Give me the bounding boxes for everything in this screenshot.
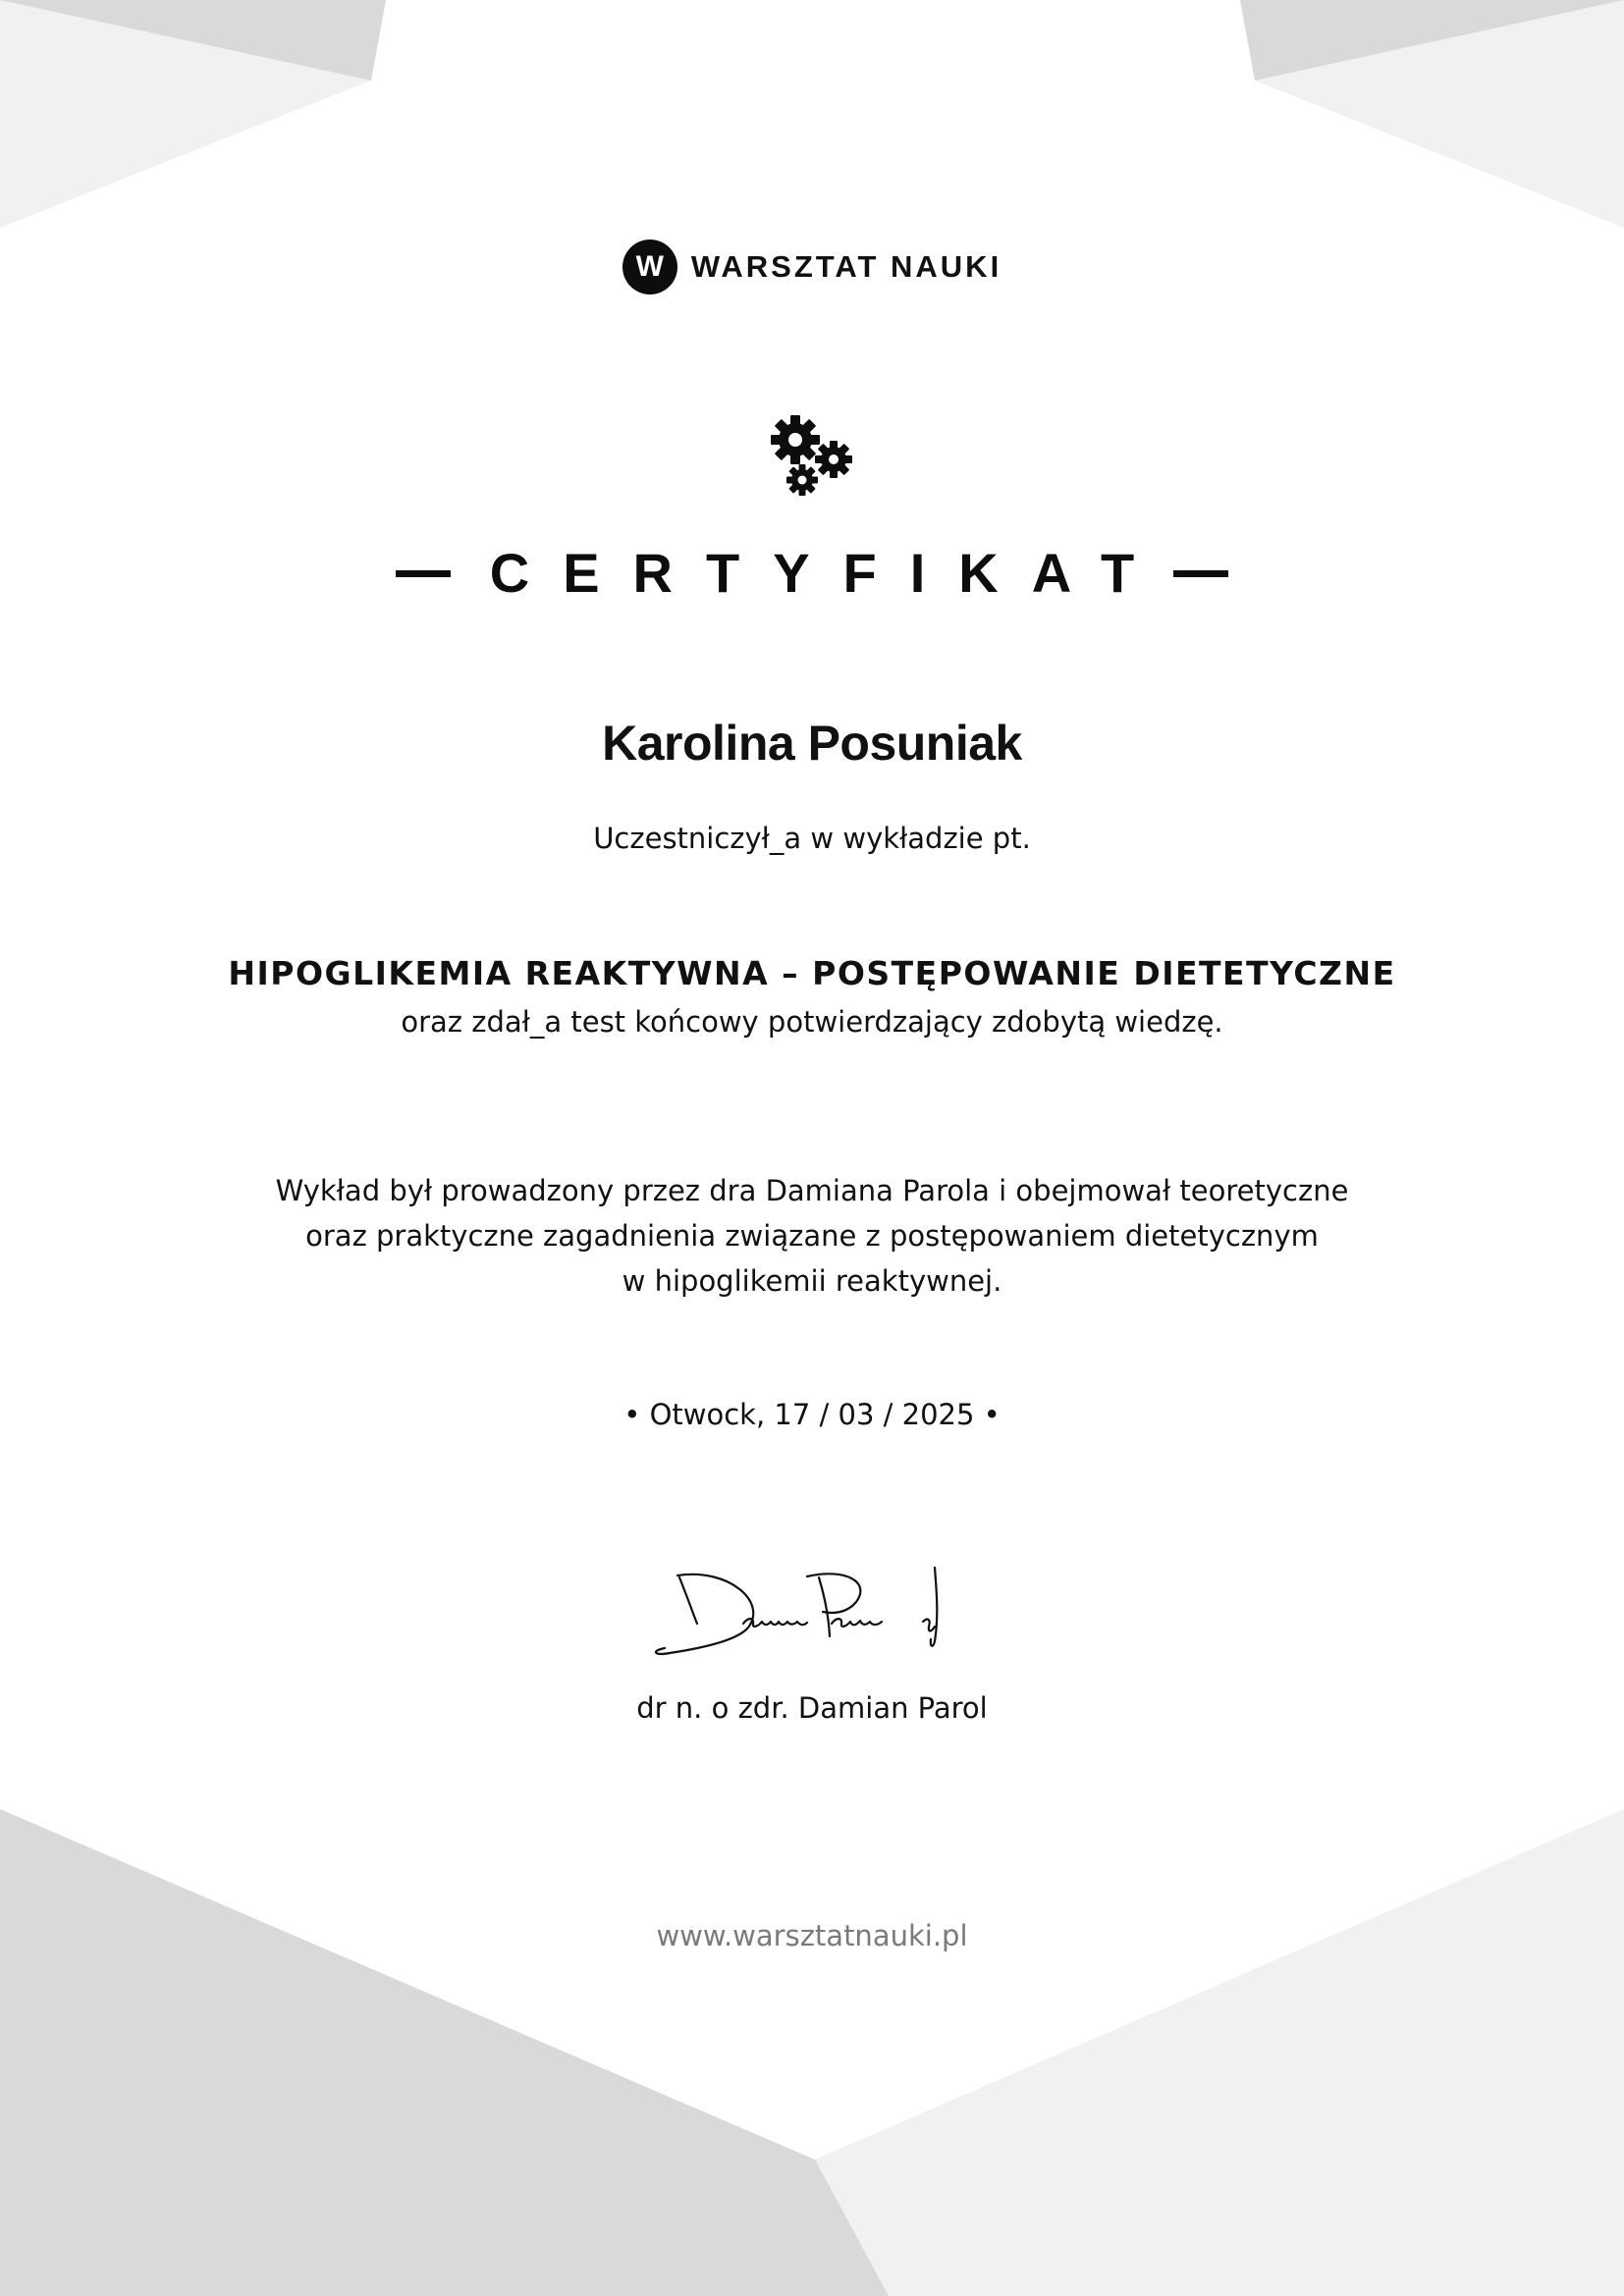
description-line: w hipoglikemii reaktywnej. (622, 1264, 1002, 1298)
logo-letter: W (635, 250, 664, 283)
participation-text: Uczestniczył_a w wykładzie pt. (593, 822, 1031, 855)
test-completion-text: oraz zdał_a test końcowy potwierdzający zdobytą wiedzę. (401, 1005, 1223, 1039)
description-line: Wykład był prowadzony przez dra Damiana Parola i obejmował teoretyczne (275, 1174, 1349, 1207)
recipient-name: Karolina Posuniak (602, 716, 1022, 771)
logo-mark (623, 240, 677, 294)
description-line: oraz praktyczne zagadnienia związane z postępowaniem dietetycznym (305, 1219, 1319, 1253)
signer-name: dr n. o zdr. Damian Parol (636, 1691, 988, 1725)
certificate-title-row (0, 538, 1624, 609)
handwritten-signature (650, 1563, 974, 1669)
title-left-dash (396, 570, 451, 577)
certificate-title: CERTYFIKAT (489, 542, 1168, 604)
gears-icon (766, 410, 858, 499)
lecture-title: HIPOGLIKEMIA REAKTYWNA – POSTĘPOWANIE DIETETYCZNE (228, 954, 1396, 992)
title-right-dash (1173, 570, 1228, 577)
place-and-date: • Otwock, 17 / 03 / 2025 • (623, 1398, 1001, 1431)
logo (0, 240, 1624, 294)
brand-name: WARSZTAT NAUKI (690, 249, 1002, 284)
website-url: www.warsztatnauki.pl (656, 1919, 968, 1952)
lecture-description (0, 1168, 1624, 1304)
